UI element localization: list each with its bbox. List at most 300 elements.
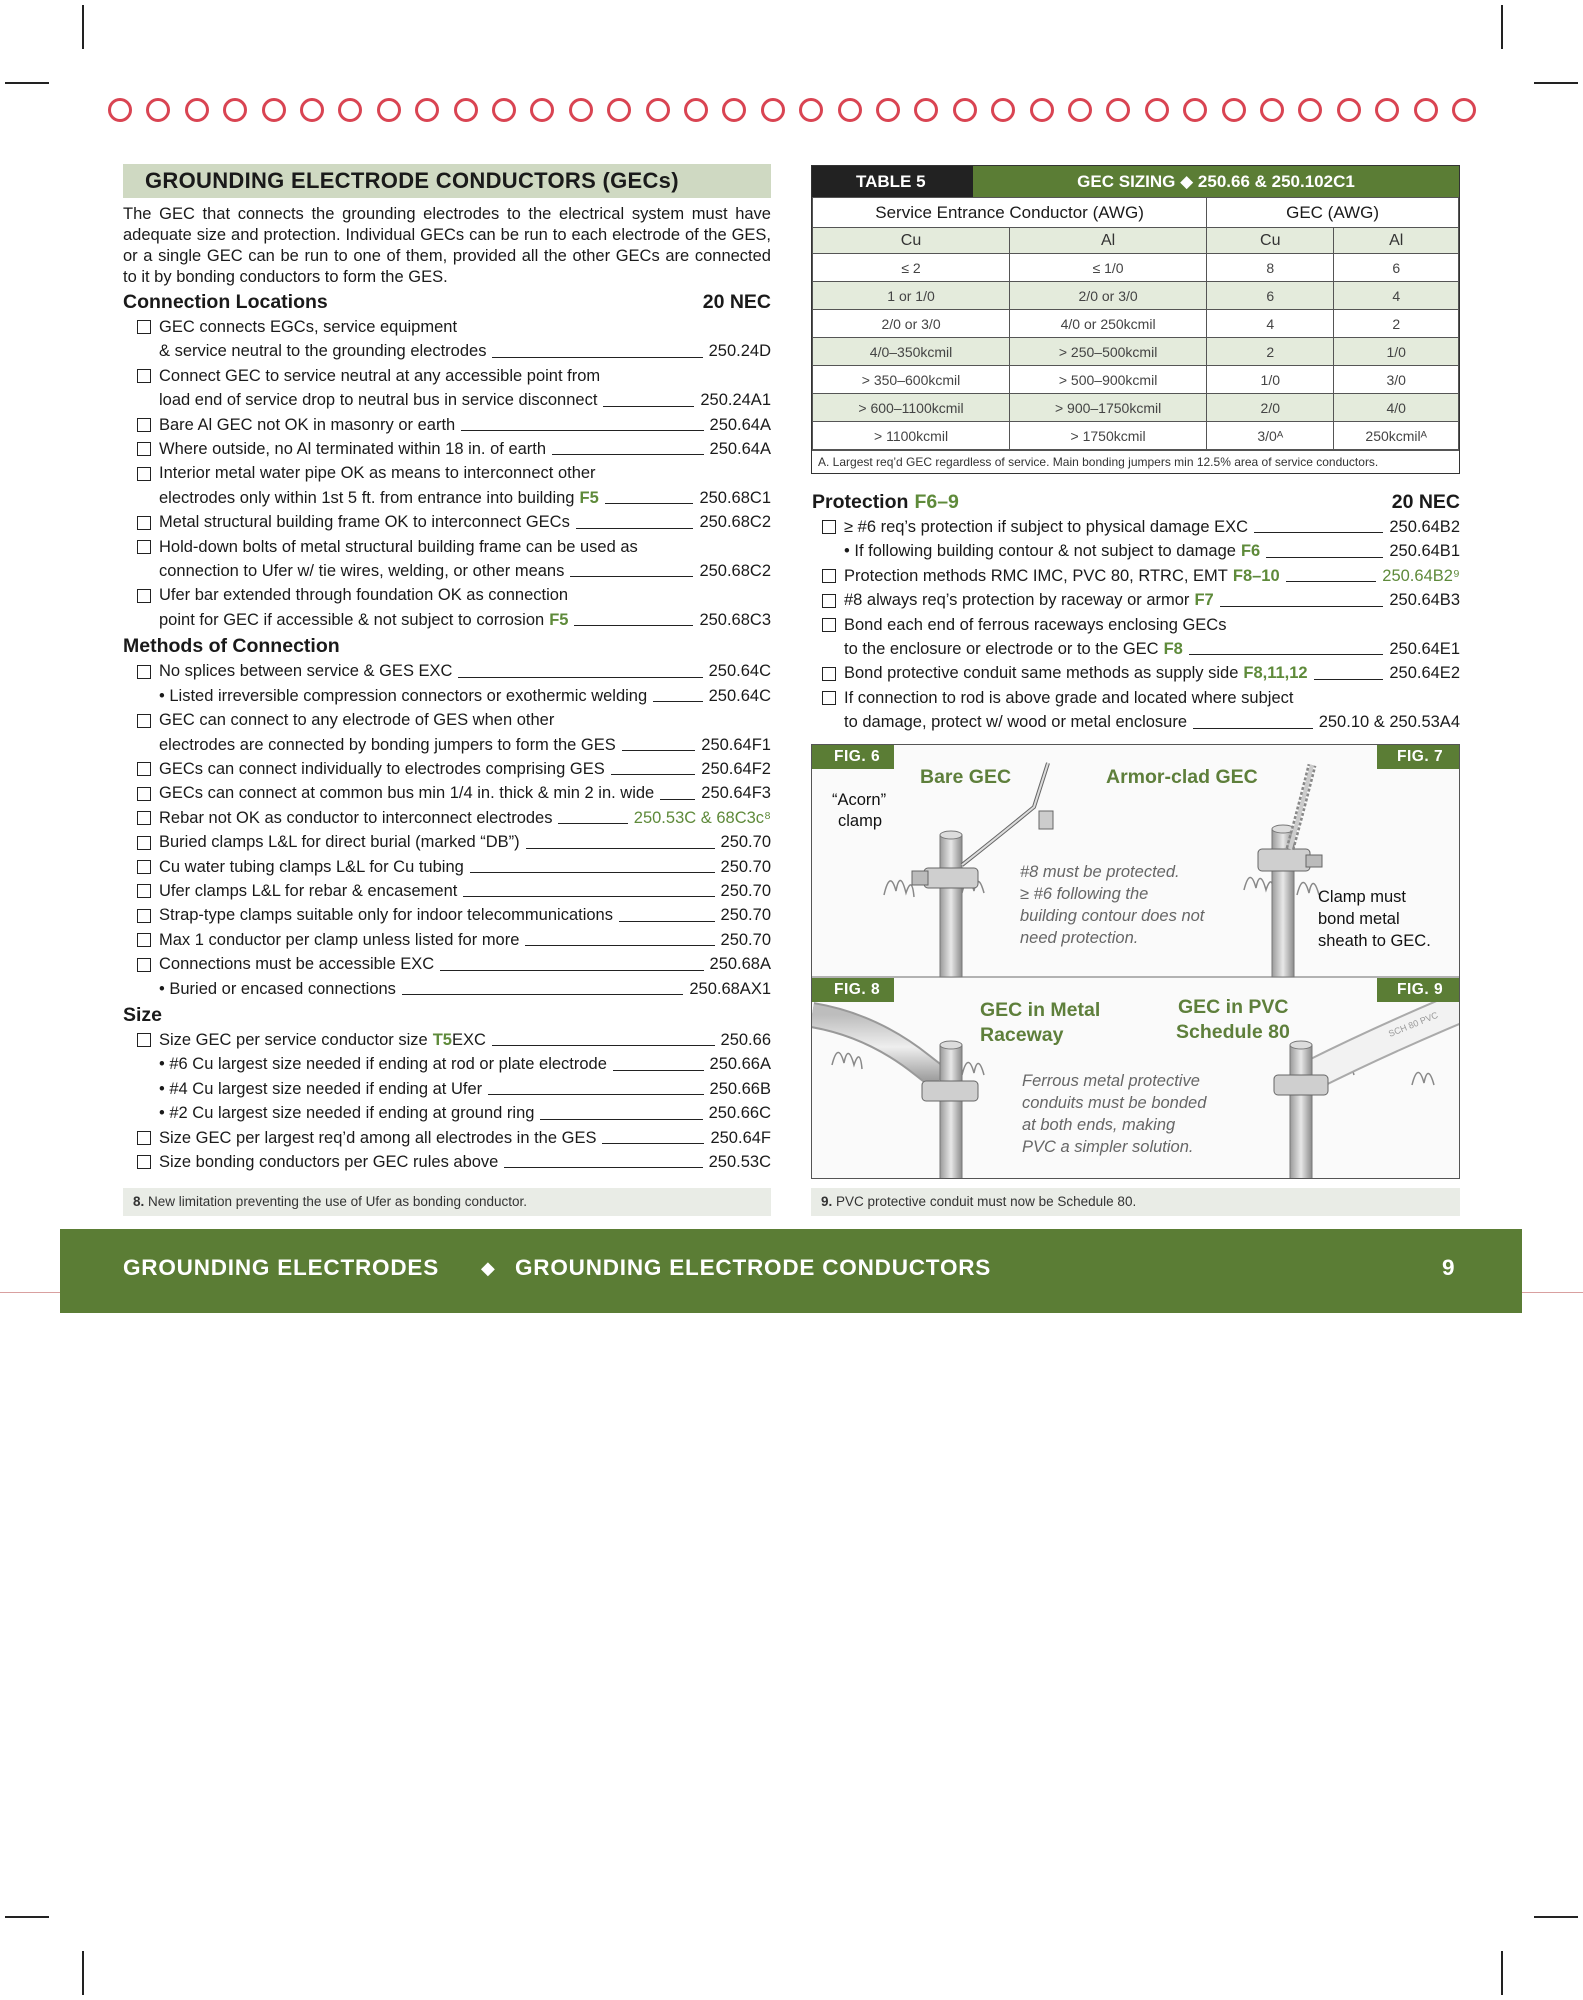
nec-edition: 20 NEC — [1391, 491, 1460, 513]
decorative-circle-row — [108, 98, 1476, 124]
leader-line — [653, 701, 702, 702]
nec-reference: 250.70 — [720, 906, 771, 925]
checklist-continuation — [123, 339, 771, 363]
checkbox[interactable] — [137, 933, 151, 947]
leader-line — [1189, 654, 1383, 655]
armor-clad-gec-illustration — [1244, 765, 1322, 977]
checklist-item — [812, 515, 1460, 539]
leader-line — [1254, 532, 1383, 533]
item-text-suffix: EXC — [451, 1030, 486, 1049]
clamp-must-line: Clamp must — [1318, 888, 1407, 906]
protection-section — [812, 488, 1460, 735]
left-column — [123, 164, 771, 1174]
nec-reference: 250.68AX1 — [689, 979, 771, 998]
checklist-item — [123, 879, 771, 903]
nec-reference: 250.10 & 250.53A4 — [1318, 713, 1460, 732]
checkbox[interactable] — [822, 618, 836, 632]
circle-ornament — [1260, 98, 1284, 122]
table-header — [812, 166, 1459, 197]
leader-line — [1286, 581, 1377, 582]
figure-reference: F6–9 — [914, 491, 959, 513]
circle-ornament — [262, 98, 286, 122]
metal-raceway-label: Raceway — [980, 1024, 1064, 1046]
item-text: • Listed irreversible compression connectors or exothermic welding — [159, 686, 648, 705]
table-footnote: A. Largest req’d GEC regardless of service. Main bonding jumpers min 12.5% area of service conductors. — [812, 450, 1459, 473]
intro-paragraph: The GEC that connects the grounding electrodes to the electrical system must have adequate size and protection. Individual GECs can be run to each electrode of the GES, or a single GEC can be run to one of them, provided all the other GECs are connected to it by bonding conductors to form the GES. — [123, 205, 771, 286]
circle-ornament — [646, 98, 670, 122]
table-cell: 2/0 or 3/0 — [813, 310, 1010, 338]
leader-line — [1220, 606, 1384, 607]
circle-ornament — [1298, 98, 1322, 122]
nec-edition: 20 NEC — [702, 291, 771, 313]
item-text: connection to Ufer w/ tie wires, welding, or other means — [159, 562, 565, 581]
checkbox[interactable] — [137, 418, 151, 432]
protection-heading — [812, 490, 1460, 515]
table-cell: 2/0 — [1207, 394, 1334, 422]
leader-line — [603, 406, 694, 407]
table-cell: > 1100kcmil — [813, 422, 1010, 450]
metal-raceway-label: GEC in Metal — [980, 999, 1101, 1021]
checklist-subitem — [123, 977, 771, 1001]
checkbox[interactable] — [137, 540, 151, 554]
nec-reference: 250.64C — [708, 662, 771, 681]
nec-reference: 250.66 — [720, 1030, 771, 1049]
item-text: GECs can connect individually to electrodes comprising GES — [159, 759, 605, 778]
checklist-item — [123, 928, 771, 952]
checkbox[interactable] — [822, 520, 836, 534]
checklist-continuation — [123, 559, 771, 583]
leader-line — [622, 750, 696, 751]
table-cell: 3/0ᴬ — [1207, 422, 1334, 450]
footnote-9 — [811, 1188, 1460, 1216]
armor-clad-gec-label: Armor-clad GEC — [1106, 766, 1258, 788]
table-cell: > 900–1750kcmil — [1010, 394, 1207, 422]
leader-line — [660, 799, 695, 800]
item-text: & service neutral to the grounding electrodes — [159, 342, 487, 361]
checklist-item — [812, 661, 1460, 685]
fig8-note-line: PVC a simpler solution. — [1022, 1138, 1194, 1156]
crop-mark — [5, 82, 49, 84]
table-cell: > 1750kcmil — [1010, 422, 1207, 450]
checklist-continuation — [812, 710, 1460, 734]
checklist-subitem — [123, 1101, 771, 1125]
nec-reference: 250.24A1 — [700, 391, 771, 410]
checkbox[interactable] — [137, 665, 151, 679]
figure-reference: F8–10 — [1232, 566, 1280, 585]
figure-reference: F8 — [1163, 640, 1183, 659]
subsection-title: Connection Locations — [123, 291, 328, 313]
table-cell: 6 — [1207, 282, 1334, 310]
checkbox[interactable] — [822, 569, 836, 583]
table-title: GEC SIZING ◆ 250.66 & 250.102C1 — [973, 166, 1459, 197]
leader-line — [526, 848, 715, 849]
pvc-print-label: SCH 80 PVC — [1387, 1009, 1440, 1039]
section-title: GROUNDING ELECTRODE CONDUCTORS (GECs) — [123, 164, 771, 198]
table-row — [813, 338, 1459, 366]
checkbox[interactable] — [137, 516, 151, 530]
checkbox[interactable] — [822, 667, 836, 681]
item-text: Protection methods RMC IMC, PVC 80, RTRC, EMT — [844, 566, 1228, 585]
circle-ornament — [1452, 98, 1476, 122]
circle-ornament — [799, 98, 823, 122]
table-cell: 250kcmilᴬ — [1334, 422, 1459, 450]
checkbox[interactable] — [137, 787, 151, 801]
figure-reference: T5 — [432, 1030, 452, 1049]
checkbox[interactable] — [137, 467, 151, 481]
checklist-item — [123, 757, 771, 781]
checkbox[interactable] — [137, 836, 151, 850]
circle-ornament — [914, 98, 938, 122]
fig6-note-line: need protection. — [1020, 929, 1139, 947]
metal-raceway-illustration — [812, 1015, 984, 1179]
clamp-must-line: sheath to GEC. — [1318, 932, 1431, 950]
item-text: GEC can connect to any electrode of GES when other — [159, 711, 555, 730]
item-text: electrodes only within 1st 5 ft. from entrance into building — [159, 488, 575, 507]
subsection-heading — [123, 634, 771, 659]
item-text: No splices between service & GES EXC — [159, 662, 453, 681]
checkbox[interactable] — [137, 884, 151, 898]
item-text: Cu water tubing clamps L&L for Cu tubing — [159, 857, 464, 876]
item-text: load end of service drop to neutral bus in service disconnect — [159, 391, 598, 410]
nec-reference: 250.70 — [720, 930, 771, 949]
item-text: Connections must be accessible EXC — [159, 955, 435, 974]
pvc-label: GEC in PVC — [1178, 996, 1289, 1018]
leader-line — [504, 1167, 702, 1168]
checklist-item — [123, 806, 771, 830]
checkbox[interactable] — [137, 320, 151, 334]
item-text: #8 always req’s protection by raceway or armor — [844, 591, 1190, 610]
table-cell: 1/0 — [1207, 366, 1334, 394]
clamp-label: clamp — [838, 812, 883, 830]
circle-ornament — [1414, 98, 1438, 122]
checklist-item — [123, 830, 771, 854]
footnote-number: 8. — [133, 1194, 145, 1209]
table-col-header: Cu — [813, 228, 1010, 254]
figure-reference: F7 — [1194, 591, 1214, 610]
leader-line — [440, 970, 703, 971]
nec-reference: 250.64F1 — [701, 735, 771, 754]
checkbox[interactable] — [137, 714, 151, 728]
crop-mark — [82, 5, 84, 49]
crop-mark — [1534, 1916, 1578, 1918]
checklist-item — [812, 588, 1460, 612]
checklist-continuation — [123, 388, 771, 412]
crop-mark — [82, 1951, 84, 1995]
leader-line — [602, 1143, 704, 1144]
nec-reference: 250.68C1 — [699, 488, 771, 507]
nec-reference: 250.64B1 — [1389, 542, 1460, 561]
fig8-note-line: at both ends, making — [1022, 1116, 1176, 1134]
circle-ornament — [185, 98, 209, 122]
leader-line — [1193, 728, 1313, 729]
circle-ornament — [492, 98, 516, 122]
item-text: to damage, protect w/ wood or metal enclosure — [844, 713, 1188, 732]
item-text: Connect GEC to service neutral at any accessible point from — [159, 366, 601, 385]
item-text: Interior metal water pipe OK as means to interconnect other — [159, 464, 596, 483]
circle-ornament — [761, 98, 785, 122]
figure-panel — [811, 744, 1460, 1179]
circle-ornament — [415, 98, 439, 122]
table-cell: ≤ 2 — [813, 254, 1010, 282]
crop-mark — [1501, 5, 1503, 49]
subsection-title: Size — [123, 1003, 163, 1026]
checklist-item — [123, 708, 771, 732]
circle-ornament — [722, 98, 746, 122]
diamond-icon: ◆ — [481, 1258, 496, 1278]
item-text: Strap-type clamps suitable only for indoor telecommunications — [159, 906, 613, 925]
checkbox[interactable] — [137, 958, 151, 972]
checklist-item — [123, 583, 771, 607]
table-row — [813, 254, 1459, 282]
checklist-item — [123, 855, 771, 879]
footer-left-title: GROUNDING ELECTRODES — [123, 1255, 440, 1280]
leader-line — [574, 625, 693, 626]
fig6-note-line: ≥ #6 following the — [1020, 885, 1149, 903]
item-text: point for GEC if accessible & not subject to corrosion — [159, 610, 545, 629]
leader-line — [1314, 679, 1384, 680]
nec-reference: 250.70 — [720, 857, 771, 876]
circle-ornament — [300, 98, 324, 122]
subsection-title: Methods of Connection — [123, 635, 340, 658]
table-cell: ≤ 1/0 — [1010, 254, 1207, 282]
figure-reference: F6 — [1240, 542, 1261, 561]
nec-reference: 250.64B3 — [1389, 591, 1460, 610]
table-group-service: Service Entrance Conductor (AWG) — [813, 198, 1207, 228]
table-row — [813, 282, 1459, 310]
item-text: GEC connects EGCs, service equipment — [159, 318, 458, 336]
checklist-item — [123, 903, 771, 927]
circle-ornament — [1222, 98, 1246, 122]
nec-reference: 250.64F2 — [701, 759, 771, 778]
checklist-item — [123, 315, 771, 339]
item-text: to the enclosure or electrode or to the GEC — [844, 640, 1159, 659]
circle-ornament — [953, 98, 977, 122]
table-group-gec: GEC (AWG) — [1207, 198, 1459, 228]
checklist-item — [123, 535, 771, 559]
table-row — [813, 366, 1459, 394]
footnote-text: New limitation preventing the use of Ufer as bonding conductor. — [148, 1194, 528, 1209]
leader-line — [552, 454, 703, 455]
checklist-item — [812, 613, 1460, 637]
nec-reference: 250.70 — [720, 833, 771, 852]
checklist-subitem — [123, 1077, 771, 1101]
leader-line — [492, 357, 702, 358]
fig8-note-line: Ferrous metal protective — [1022, 1072, 1200, 1090]
leader-line — [525, 945, 714, 946]
table-grid — [812, 197, 1459, 450]
nec-reference: 250.68C2 — [699, 562, 771, 581]
leader-line — [492, 1045, 715, 1046]
checklist-item — [123, 1150, 771, 1174]
table-cell: 2 — [1334, 310, 1459, 338]
nec-reference: 250.64A — [709, 415, 771, 434]
footnote-8 — [123, 1188, 771, 1216]
nec-reference: 250.64E2 — [1389, 664, 1460, 683]
checklist-continuation — [123, 608, 771, 632]
circle-ornament — [991, 98, 1015, 122]
leader-line — [613, 1070, 704, 1071]
item-text: Rebar not OK as conductor to interconnect electrodes — [159, 808, 553, 827]
figure-reference: F8,11,12 — [1243, 664, 1308, 683]
item-text: Ufer bar extended through foundation OK as connection — [159, 586, 569, 605]
table-cell: 4 — [1334, 282, 1459, 310]
leader-line — [402, 994, 683, 995]
item-text: Size bonding conductors per GEC rules above — [159, 1153, 499, 1171]
item-text: Metal structural building frame OK to interconnect GECs — [159, 513, 570, 532]
nec-reference: 250.68C2 — [699, 513, 771, 532]
checkbox[interactable] — [137, 1155, 151, 1169]
item-text: Bare Al GEC not OK in masonry or earth — [159, 415, 456, 434]
leader-line — [458, 677, 702, 678]
circle-ornament — [1183, 98, 1207, 122]
item-text: Max 1 conductor per clamp unless listed for more — [159, 930, 520, 949]
checklist-item — [123, 364, 771, 388]
nec-reference: 250.68C3 — [699, 610, 771, 629]
subsection-heading — [123, 290, 771, 315]
subsection-heading — [123, 1003, 771, 1028]
circle-ornament — [146, 98, 170, 122]
table-cell: 6 — [1334, 254, 1459, 282]
crop-mark — [1534, 82, 1578, 84]
checkbox[interactable] — [137, 589, 151, 603]
circle-ornament — [454, 98, 478, 122]
leader-line — [619, 921, 715, 922]
table-col-header: Cu — [1207, 228, 1334, 254]
checklist-item — [123, 461, 771, 485]
table-row — [813, 310, 1459, 338]
table-label: TABLE 5 — [812, 166, 973, 197]
leader-line — [570, 576, 693, 577]
figure-reference: F5 — [579, 488, 599, 507]
table-cell: > 350–600kcmil — [813, 366, 1010, 394]
item-text: • #4 Cu largest size needed if ending at Ufer — [159, 1079, 483, 1098]
item-text: Where outside, no Al terminated within 18 in. of earth — [159, 440, 547, 459]
figure-reference: F5 — [549, 610, 569, 629]
crop-mark — [5, 1916, 49, 1918]
footer-right-title: GROUNDING ELECTRODE CONDUCTORS — [515, 1255, 992, 1280]
checkbox[interactable] — [137, 811, 151, 825]
checklist-subitem — [123, 684, 771, 708]
item-text: • #2 Cu largest size needed if ending at ground ring — [159, 1104, 535, 1123]
nec-reference: 250.24D — [708, 342, 771, 361]
item-text: Bond each end of ferrous raceways enclosing GECs — [844, 615, 1227, 634]
nec-reference: 250.64C — [708, 686, 771, 705]
checkbox[interactable] — [137, 442, 151, 456]
circle-ornament — [530, 98, 554, 122]
nec-reference: 250.53C & 68C3c⁸ — [633, 808, 771, 827]
table-row — [813, 422, 1459, 450]
pvc-schedule-80-illustration — [1274, 1007, 1460, 1179]
circle-ornament — [1068, 98, 1092, 122]
item-text: electrodes are connected by bonding jumpers to form the GES — [159, 735, 616, 754]
nec-reference: 250.64B2⁹ — [1382, 566, 1460, 585]
table-col-header: Al — [1334, 228, 1459, 254]
leader-line — [576, 528, 694, 529]
item-text: Bond protective conduit same methods as supply side — [844, 664, 1239, 683]
checkbox[interactable] — [137, 860, 151, 874]
circle-ornament — [338, 98, 362, 122]
table-cell: > 250–500kcmil — [1010, 338, 1207, 366]
leader-line — [540, 1119, 702, 1120]
checkbox[interactable] — [137, 909, 151, 923]
circle-ornament — [569, 98, 593, 122]
table-cell: 4 — [1207, 310, 1334, 338]
item-text: • Buried or encased connections — [159, 979, 396, 998]
circle-ornament — [607, 98, 631, 122]
table-row — [813, 394, 1459, 422]
circle-ornament — [838, 98, 862, 122]
circle-ornament — [108, 98, 132, 122]
checklist-item — [812, 564, 1460, 588]
checklist-item — [123, 781, 771, 805]
checkbox[interactable] — [822, 594, 836, 608]
table-cell: 3/0 — [1334, 366, 1459, 394]
checkbox[interactable] — [822, 691, 836, 705]
nec-reference: 250.53C — [708, 1153, 771, 1171]
nec-reference: 250.70 — [720, 881, 771, 900]
circle-ornament — [876, 98, 900, 122]
checklist-item — [123, 1126, 771, 1150]
fig6-note-line: #8 must be protected. — [1020, 863, 1180, 881]
protection-title: Protection — [812, 491, 909, 513]
fig6-note-line: building contour does not — [1020, 907, 1205, 925]
checklist-continuation — [123, 733, 771, 757]
nec-reference: 250.64F3 — [701, 784, 771, 803]
footer-band — [60, 1229, 1522, 1313]
fig8-tag: FIG. 8 — [812, 978, 894, 1002]
table-cell: 4/0 or 250kcmil — [1010, 310, 1207, 338]
table-cell: 8 — [1207, 254, 1334, 282]
leader-line — [463, 896, 714, 897]
left-sections — [123, 290, 771, 1174]
circle-ornament — [223, 98, 247, 122]
fig6-tag: FIG. 6 — [812, 745, 894, 769]
circle-ornament — [1145, 98, 1169, 122]
table-cell: 4/0–350kcmil — [813, 338, 1010, 366]
nec-reference: 250.64F — [710, 1128, 771, 1147]
item-text: • #6 Cu largest size needed if ending at rod or plate electrode — [159, 1055, 607, 1074]
table-cell: > 600–1100kcmil — [813, 394, 1010, 422]
table-cell: 2/0 or 3/0 — [1010, 282, 1207, 310]
item-text: Ufer clamps L&L for rebar & encasement — [159, 881, 458, 900]
checkbox[interactable] — [137, 1131, 151, 1145]
table-cell: 1/0 — [1334, 338, 1459, 366]
acorn-label: “Acorn” — [832, 791, 887, 809]
circle-ornament — [1337, 98, 1361, 122]
table-cell: 4/0 — [1334, 394, 1459, 422]
circle-ornament — [1030, 98, 1054, 122]
gec-sizing-table — [811, 165, 1460, 474]
item-text: ≥ #6 req’s protection if subject to physical damage EXC — [844, 518, 1249, 536]
nec-reference: 250.66B — [709, 1079, 771, 1098]
checkbox[interactable] — [137, 1033, 151, 1047]
circle-ornament — [1375, 98, 1399, 122]
table-cell: 2 — [1207, 338, 1334, 366]
checklist-item — [812, 686, 1460, 710]
footnote-number: 9. — [821, 1194, 833, 1209]
clamp-must-line: bond metal — [1318, 910, 1400, 928]
item-text: • If following building contour & not subject to damage — [844, 542, 1236, 561]
table-group-header-row — [813, 198, 1459, 228]
checkbox[interactable] — [137, 369, 151, 383]
checkbox[interactable] — [137, 762, 151, 776]
leader-line — [611, 774, 696, 775]
item-text: GECs can connect at common bus min 1/4 in. thick & min 2 in. wide — [159, 784, 655, 803]
circle-ornament — [684, 98, 708, 122]
table-cell: > 500–900kcmil — [1010, 366, 1207, 394]
nec-reference: 250.66A — [709, 1055, 771, 1074]
leader-line — [1266, 557, 1383, 558]
